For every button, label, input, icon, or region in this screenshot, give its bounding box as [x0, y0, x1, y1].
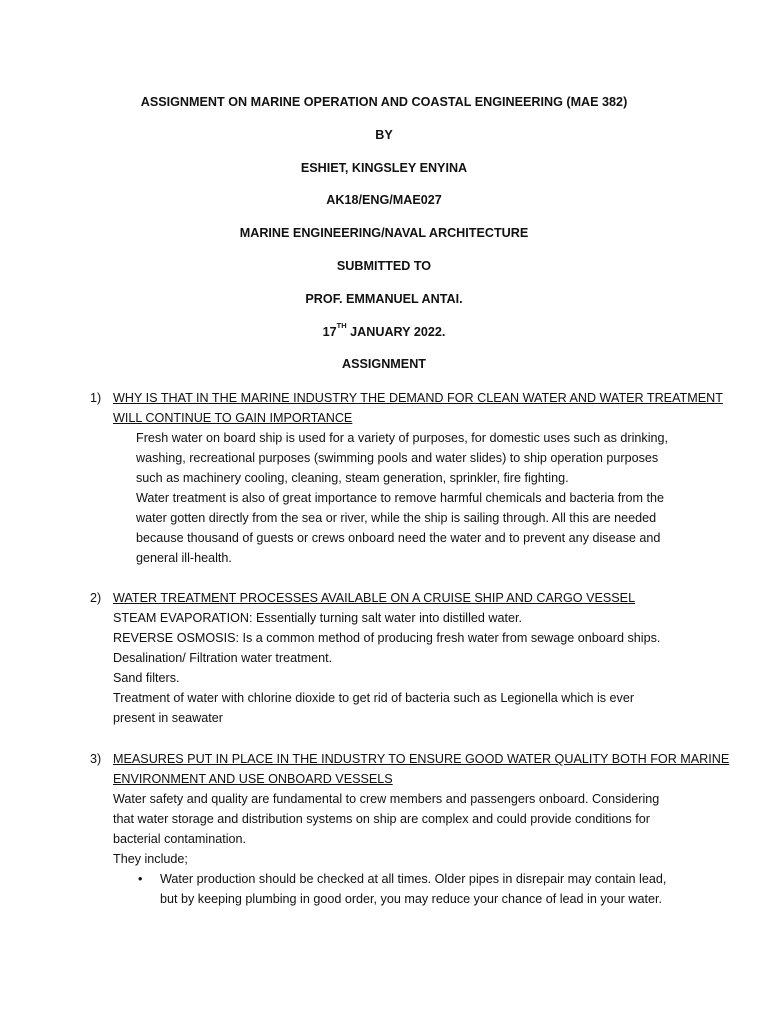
bullet-line: Water production should be checked at all times. Older pipes in disrepair may contain lead, [160, 872, 667, 886]
cover-header [0, 92, 768, 387]
answer-line: Treatment of water with chlorine dioxide to get rid of bacteria such as Legionella which is ever [113, 691, 635, 705]
answer-line: such as machinery cooling, cleaning, steam generation, sprinkler, fire fighting. [136, 471, 569, 485]
answer-line: bacterial contamination. [113, 832, 247, 846]
registration-number: AK18/ENG/MAE027 [326, 193, 442, 208]
assignment-heading: ASSIGNMENT [342, 357, 426, 372]
question-3 [90, 749, 730, 909]
assignment-title: ASSIGNMENT ON MARINE OPERATION AND COASTAL ENGINEERING (MAE 382) [140, 95, 628, 109]
question-number: 2) [90, 591, 102, 605]
question-title-line: ENVIRONMENT AND USE ONBOARD VESSELS [113, 772, 393, 786]
answer-line: Fresh water on board ship is used for a variety of purposes, for domestic uses such as drinking, [136, 431, 668, 445]
answer-line: present in seawater [113, 711, 223, 725]
professor-name: PROF. EMMANUEL ANTAI. [305, 291, 463, 306]
bullet-line: but by keeping plumbing in good order, you may reduce your chance of lead in your water. [160, 892, 662, 906]
question-number: 1) [90, 391, 102, 405]
answer-line: Water safety and quality are fundamental to crew members and passengers onboard. Considering [113, 792, 660, 806]
question-title-line: WATER TREATMENT PROCESSES AVAILABLE ON A CRUISE SHIP AND CARGO VESSEL [113, 591, 636, 605]
department: MARINE ENGINEERING/NAVAL ARCHITECTURE [239, 226, 529, 241]
answer-line: Sand filters. [113, 671, 180, 685]
student-name: ESHIET, KINGSLEY ENYINA [300, 160, 468, 175]
submitted-to-label: SUBMITTED TO [336, 258, 432, 273]
answer-line: washing, recreational purposes (swimming pools and water slides) to ship operation purposes [136, 451, 659, 465]
bullet-item [138, 869, 690, 909]
answer-line: general ill-health. [136, 551, 232, 565]
answer-line: STEAM EVAPORATION: Essentially turning salt water into distilled water. [113, 611, 522, 625]
answer-line: that water storage and distribution systems on ship are complex and could provide conditions for [113, 812, 650, 826]
answer-line: because thousand of guests or crews onboard need the water and to prevent any disease and [136, 531, 661, 545]
answer-line: They include; [113, 852, 188, 866]
submission-date: 17TH JANUARY 2022. [322, 321, 446, 339]
question-2 [90, 588, 690, 728]
answer-line: Water treatment is also of great importance to remove harmful chemicals and bacteria from the [136, 491, 664, 505]
question-title-line: MEASURES PUT IN PLACE IN THE INDUSTRY TO ENSURE GOOD WATER QUALITY BOTH FOR MARINE [113, 752, 730, 766]
answer-line: Desalination/ Filtration water treatment. [113, 651, 333, 665]
bullet-icon: • [138, 872, 143, 886]
by-label: BY [375, 127, 393, 142]
question-number: 3) [90, 752, 102, 766]
question-title-line: WHY IS THAT IN THE MARINE INDUSTRY THE DEMAND FOR CLEAN WATER AND WATER TREATMENT [113, 391, 723, 405]
question-title-line: WILL CONTINUE TO GAIN IMPORTANCE [113, 411, 353, 425]
question-1 [90, 388, 723, 568]
answer-line: REVERSE OSMOSIS: Is a common method of producing fresh water from sewage onboard ships. [113, 631, 661, 645]
answer-line: water gotten directly from the sea or river, while the ship is sailing through. All this are needed [136, 511, 657, 525]
